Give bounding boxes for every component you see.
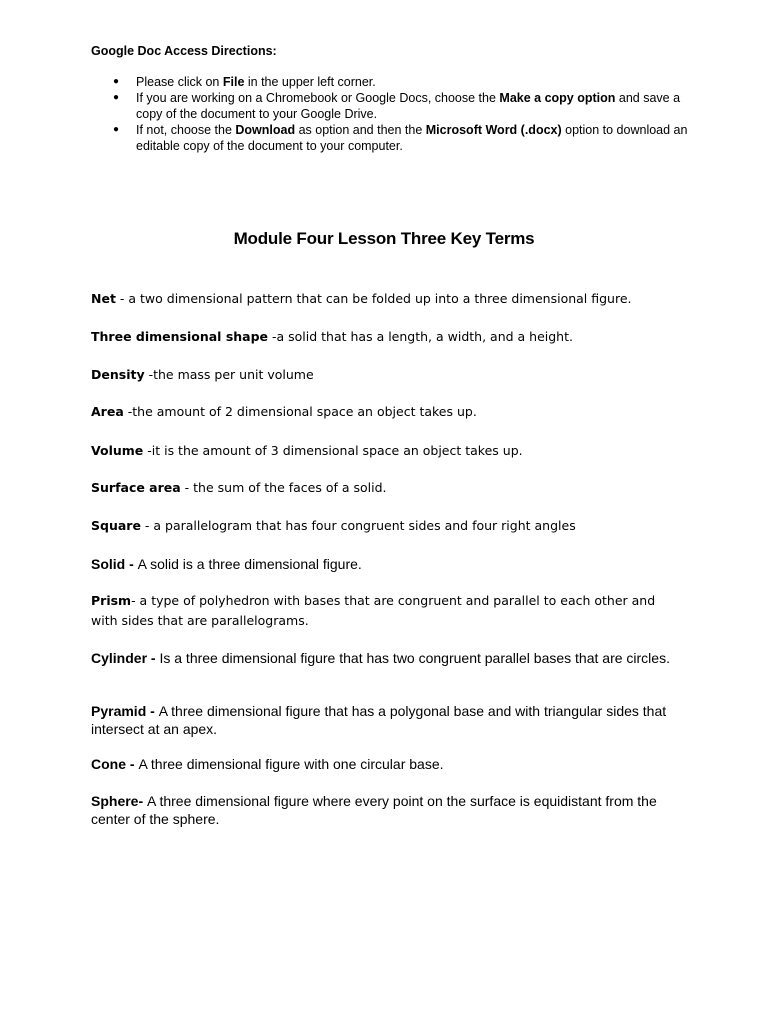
term-cone <box>91 755 681 773</box>
term-square <box>91 516 681 536</box>
term-definition: Is a three dimensional figure that has two congruent parallel bases that are circles. <box>159 650 670 666</box>
bullet-icon: ● <box>113 76 120 87</box>
term-name: Solid - <box>91 556 138 572</box>
term-definition: -it is the amount of 3 dimensional space an object takes up. <box>143 442 523 458</box>
term-surface-area <box>91 478 681 498</box>
term-definition: -a solid that has a length, a width, and a height. <box>268 328 573 344</box>
term-definition: A solid is a three dimensional figure. <box>137 556 362 572</box>
term-definition: A three dimensional figure where every point on the surface is equidistant from the center of the sphere. <box>91 793 657 827</box>
term-name: Prism <box>91 592 132 608</box>
term-name: Sphere- <box>91 793 148 809</box>
term-volume <box>91 441 681 461</box>
term-name: Three dimensional shape <box>91 328 269 344</box>
term-definition: A three dimensional figure with one circular base. <box>138 756 444 772</box>
directions-list <box>91 74 691 154</box>
bullet-icon: ● <box>113 124 120 135</box>
directions-item <box>91 122 691 154</box>
term-cylinder <box>91 649 681 667</box>
page-title: Module Four Lesson Three Key Terms <box>233 229 535 249</box>
directions-text: Please click on File in the upper left corner. <box>136 75 376 89</box>
term-prism <box>91 591 681 631</box>
term-net <box>91 289 681 309</box>
directions-text: If you are working on a Chromebook or Google Docs, choose the Make a copy option and save a copy of the document to your Google Drive. <box>136 91 681 121</box>
term-area <box>91 402 681 422</box>
directions-item <box>91 74 691 90</box>
term-name: Cone - <box>91 756 139 772</box>
term-pyramid <box>91 702 681 738</box>
term-definition: - a parallelogram that has four congruent sides and four right angles <box>140 517 576 533</box>
term-name: Surface area <box>91 479 181 495</box>
term-definition: - the sum of the faces of a solid. <box>180 479 387 495</box>
term-sphere <box>91 792 681 828</box>
term-name: Area <box>91 403 124 419</box>
term-definition: - a two dimensional pattern that can be folded up into a three dimensional figure. <box>115 290 632 306</box>
term-name: Volume <box>91 442 144 458</box>
directions-item <box>91 90 691 122</box>
term-definition: - a type of polyhedron with bases that are congruent and parallel to each other and with sides that are parallelograms. <box>91 592 656 628</box>
term-solid <box>91 555 681 573</box>
term-definition: -the amount of 2 dimensional space an object takes up. <box>123 403 477 419</box>
term-definition: A three dimensional figure that has a polygonal base and with triangular sides that intersect at an apex. <box>91 703 667 737</box>
access-directions <box>91 43 691 154</box>
bullet-icon: ● <box>113 92 120 103</box>
term-name: Density <box>91 366 145 382</box>
term-name: Net <box>91 290 116 306</box>
directions-title: Google Doc Access Directions: <box>91 44 277 58</box>
term-density <box>91 365 681 385</box>
term-three-dimensional-shape <box>91 327 681 347</box>
term-name: Cylinder - <box>91 650 160 666</box>
directions-text: If not, choose the Download as option and then the Microsoft Word (.docx) option to download an editable copy of the document to your computer. <box>136 123 688 153</box>
term-definition: -the mass per unit volume <box>144 366 314 382</box>
term-name: Square <box>91 517 141 533</box>
term-name: Pyramid - <box>91 703 159 719</box>
